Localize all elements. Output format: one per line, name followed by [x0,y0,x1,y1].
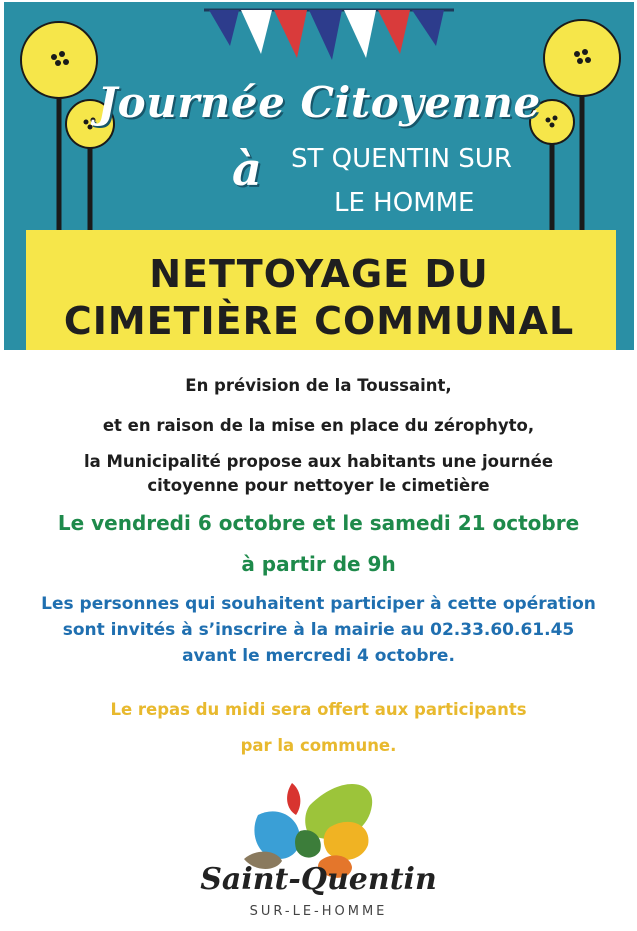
headline-line2: CIMETIÈRE COMMUNAL [63,299,575,343]
intro-line3: la Municipalité propose aux habitants une journée [83,452,554,471]
event-title-preposition: à [232,142,262,196]
register-line3: avant le mercredi 4 octobre. [182,646,455,666]
register-line2: sont invités à s’inscrire à la mairie au 02.33.60.61.45 [62,620,575,640]
event-place-line2: LE HOMME [334,188,475,218]
meal-line1: Le repas du midi sera offert aux participants [110,700,527,719]
intro-line4: citoyenne pour nettoyer le cimetière [147,476,490,495]
event-banner [4,2,634,350]
intro-line2: et en raison de la mise en place du zérophyto, [102,416,535,435]
event-time: à partir de 9h [241,552,396,576]
register-line1: Les personnes qui souhaitent participer à cette opération [41,594,596,614]
town-logo-subtitle: SUR-LE-HOMME [249,904,388,919]
headline-line1: NETTOYAGE DU [149,252,489,296]
event-dates: Le vendredi 6 octobre et le samedi 21 octobre [57,511,580,535]
town-logo-name: Saint-Quentin [200,862,437,897]
event-title: Journée Citoyenne [97,78,541,127]
town-logo-icon [200,775,430,925]
intro-line1: En prévision de la Toussaint, [185,376,452,395]
event-place-line1: ST QUENTIN SUR [291,144,512,174]
bunting-flags-icon [204,10,454,60]
meal-line2: par la commune. [240,736,397,755]
